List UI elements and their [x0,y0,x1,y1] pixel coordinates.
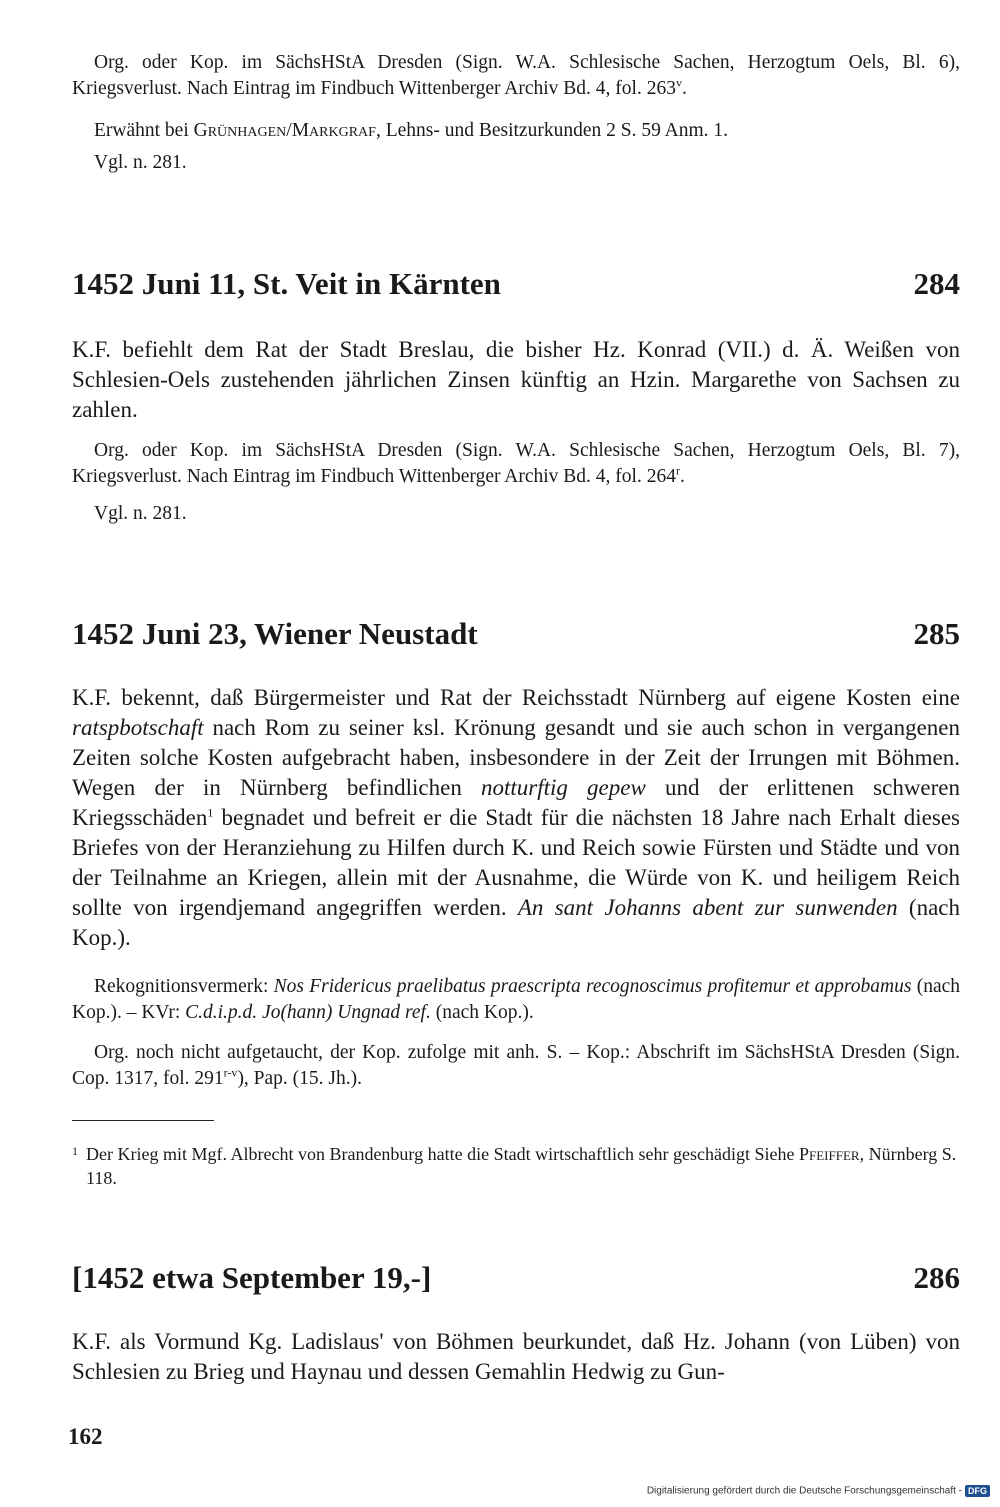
entry-heading-286 [72,1258,960,1298]
dating-formula: An sant Johanns abent zur sunwenden [517,895,898,920]
footnote-text [86,1142,960,1190]
cross-reference-text: Vgl. n. 281. [94,503,187,524]
archive-note-284 [72,438,960,490]
cross-reference-284 [72,501,960,527]
dfg-logo: DFG [965,1485,990,1497]
literature-note-text: Erwähnt bei [94,120,194,141]
entry-number: 285 [913,616,960,651]
footnote-divider [72,1120,214,1121]
archive-note [72,50,960,102]
recognition-label: Rekognitionsvermerk: [94,976,274,997]
recognition-note [72,974,960,1026]
regest-text-part: (nach Kop.). [72,895,960,950]
author-name: Pfeiffer [799,1144,860,1164]
recognition-text: (nach Kop.). – KVr: [72,976,961,1023]
quoted-term: notturftig gepew [481,775,646,800]
folio-superscript: r-v [223,1065,238,1080]
entry-date: [1452 etwa September 19,-] [72,1260,432,1295]
folio-superscript: r [675,463,680,478]
literature-note-text-end: , Lehns- und Besitzurkunden 2 S. 59 Anm. 1. [375,120,728,141]
entry-number: 284 [913,266,960,301]
quoted-term: ratspbotschaft [72,715,204,740]
archive-note-text: Org. noch nicht aufgetaucht, der Kop. zufolge mit anh. S. – Kop.: Abschrift im SächsHStA Dresden (Sign. Cop. 1317, fol. 291 [72,1042,960,1089]
folio-superscript: v [675,75,682,90]
recognition-quote: Nos Fridericus praelibatus praescripta recognoscimus profitemur et approbamus [273,976,912,997]
regest-text-285 [72,683,960,953]
entry-heading-284 [72,264,960,304]
footnote-text-part: , Nürnberg S. 118. [86,1144,957,1188]
literature-note [72,118,960,144]
regest-text-286: K.F. als Vormund Kg. Ladislaus' von Böhmen beurkundet, daß Hz. Johann (von Lüben) von Schlesien zu Brieg und Haynau und dessen Gemahlin Hedwig zu Gun- [72,1329,960,1384]
punctuation: . [679,466,685,487]
regest-text-part: begnadet und befreit er die Stadt für die nächsten 18 Jahre nach Erhalt dieses Briefes von der Heranziehung zu Hilfen durch K. und Reich sowie Fürsten und Städte und von der Teilnahme an Kriegen, allein mit der Ausnahme, die Würde von K. und heiligem Reich sollte von irgendjemand angegriffen werden. [72,805,960,920]
recognition-text: (nach Kop.). [430,1002,534,1023]
archive-note-text: Org. oder Kop. im SächsHStA Dresden (Sign. W.A. Schlesische Sachen, Herzogtum Oels, Bl. 7), Kriegsverlust. Nach Eintrag im Findbuch Wittenberger Archiv Bd. 4, fol. 264 [72,440,960,487]
entry-heading-285 [72,614,960,654]
regest-text-part: und der erlittenen schweren Kriegsschäden [72,775,961,830]
chancery-note: C.d.i.p.d. Jo(hann) Ungnad ref. [185,1002,431,1023]
footnote-number: 1 [72,1144,78,1158]
regest-text-284: K.F. befiehlt dem Rat der Stadt Breslau, die bisher Hz. Konrad (VII.) d. Ä. Weißen von Schlesien-Oels zustehenden jährlichen Zinsen künftig an Hzin. Margarethe von Sachsen zu zahlen. [72,337,960,422]
entry-number: 286 [913,1260,960,1295]
page-number: 162 [68,1424,103,1449]
footnote [72,1142,960,1190]
punctuation: . [681,78,687,99]
cross-reference [72,150,960,176]
digitization-credit [647,1485,990,1497]
archive-note-285 [72,1040,960,1092]
regest-text-part: nach Rom zu seiner ksl. Krönung gesandt und sie auch schon in vergangenen Zeiten solche Kosten aufgebracht haben, insbesondere in der Zeit der Irrungen mit Böhmen. Wegen der in Nürnberg befindlichen [72,715,960,800]
footnote-marker[interactable]: 1 [207,805,214,820]
author-names: Grünhagen/Markgraf [193,120,376,141]
archive-note-text-end: ), Pap. (15. Jh.). [237,1068,363,1089]
archive-note-text: Org. oder Kop. im SächsHStA Dresden (Sign. W.A. Schlesische Sachen, Herzogtum Oels, Bl. 6), Kriegsverlust. Nach Eintrag im Findbuch Wittenberger Archiv Bd. 4, fol. 263 [72,52,960,99]
footnote-text-part: Der Krieg mit Mgf. Albrecht von Brandenburg hatte die Stadt wirtschaftlich sehr geschädigt Siehe [86,1144,799,1164]
regest-text-part: K.F. bekennt, daß Bürgermeister und Rat der Reichsstadt Nürnberg auf eigene Kosten eine [72,685,960,710]
cross-reference-text: Vgl. n. 281. [94,152,187,173]
credit-text: Digitalisierung gefördert durch die Deutsche Forschungsgemeinschaft - [646,1485,962,1497]
entry-date: 1452 Juni 11, St. Veit in Kärnten [72,266,501,301]
entry-date: 1452 Juni 23, Wiener Neustadt [72,616,478,651]
